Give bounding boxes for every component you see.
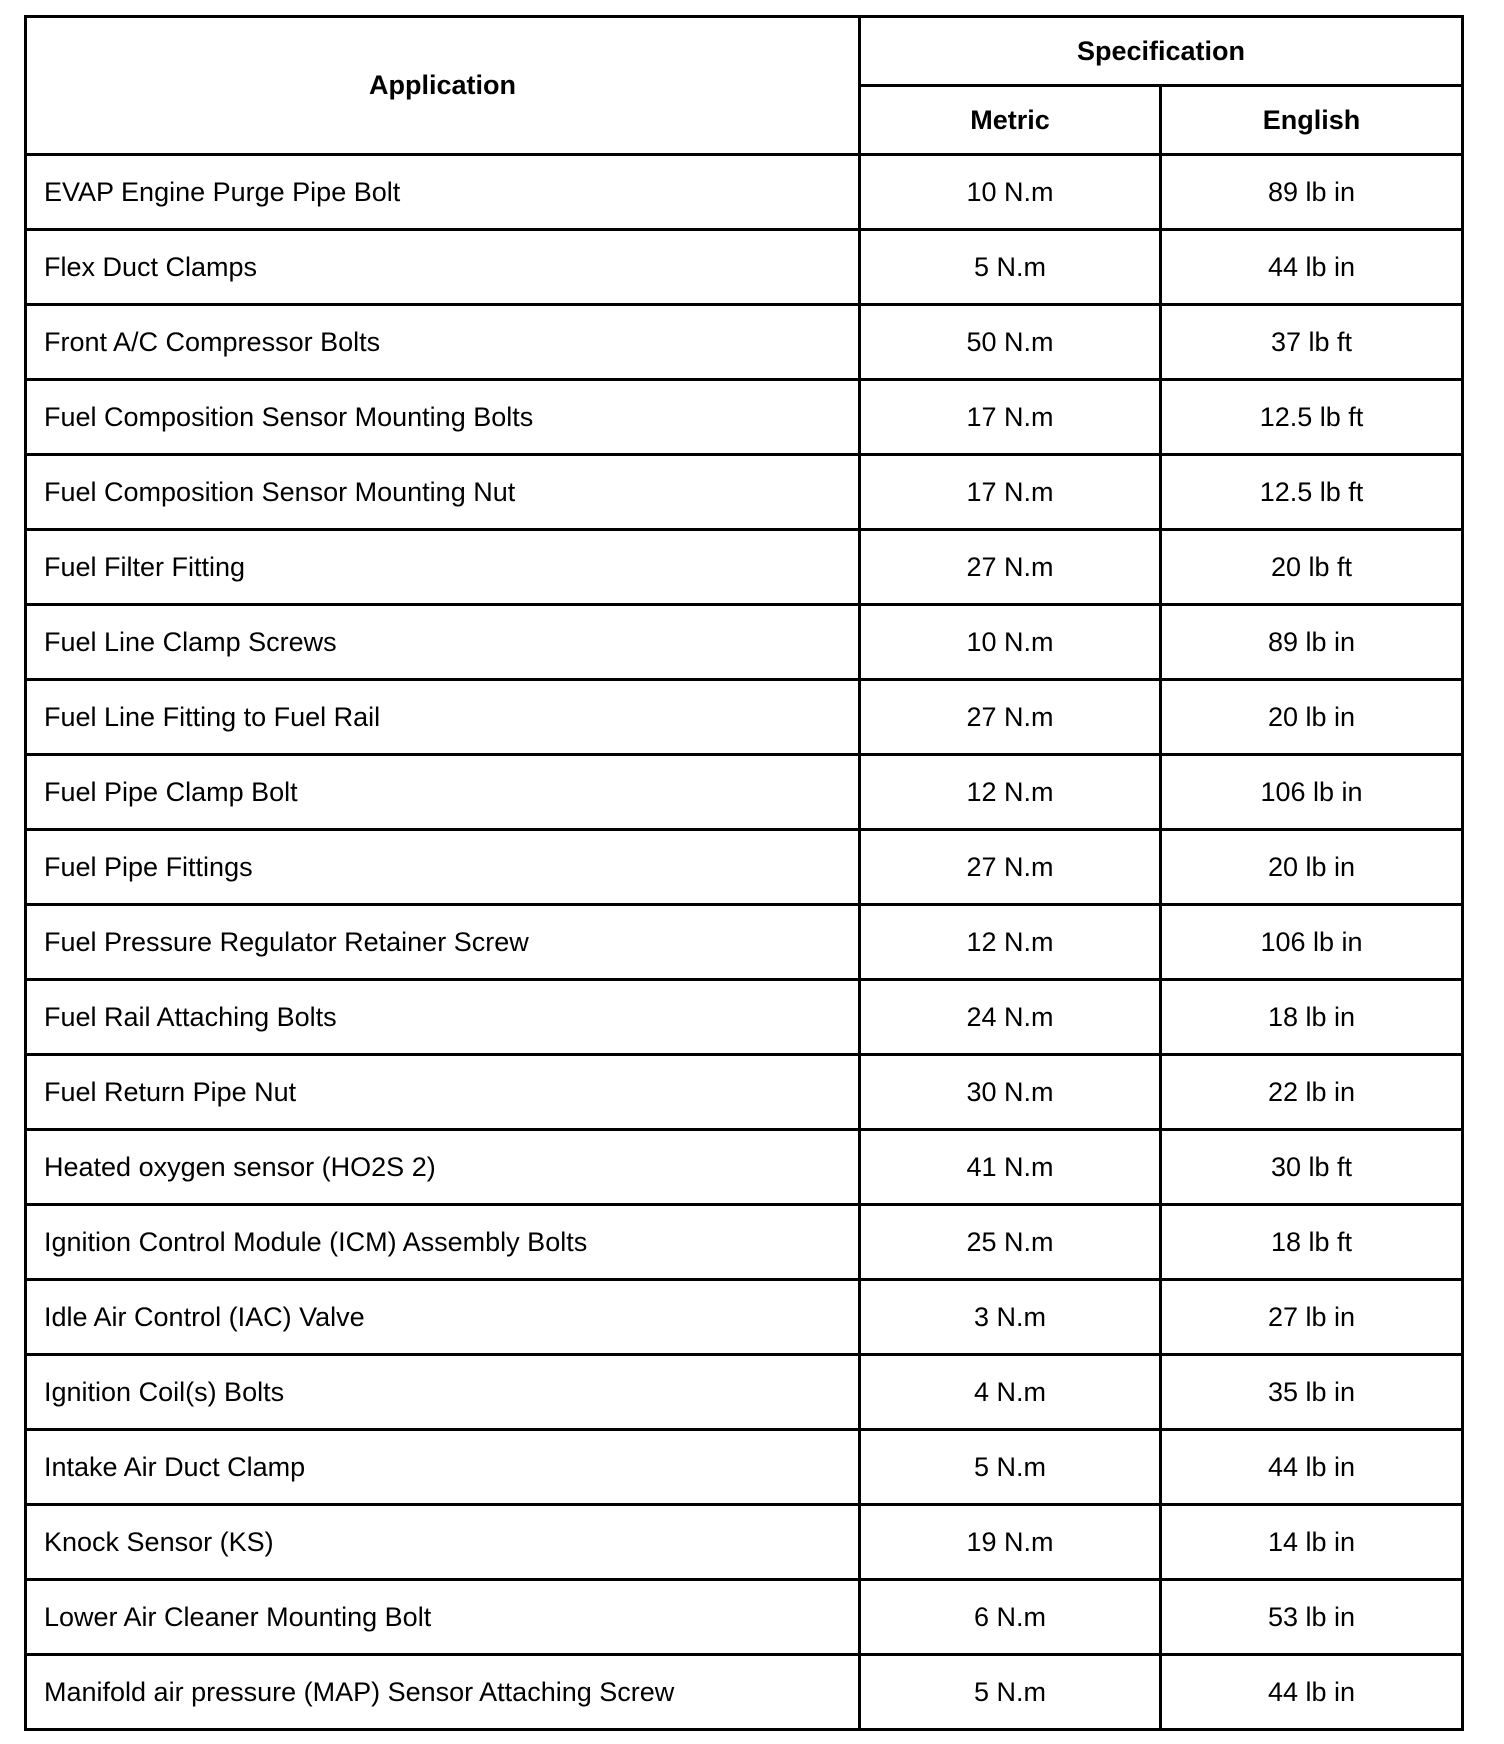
metric-cell: 17 N.m <box>860 455 1161 530</box>
table-body <box>26 155 1463 1730</box>
application-cell: Fuel Composition Sensor Mounting Nut <box>26 455 860 530</box>
application-cell: Fuel Filter Fitting <box>26 530 860 605</box>
application-cell: Fuel Pipe Clamp Bolt <box>26 755 860 830</box>
application-cell: Lower Air Cleaner Mounting Bolt <box>26 1580 860 1655</box>
metric-cell: 24 N.m <box>860 980 1161 1055</box>
english-cell: 14 lb in <box>1161 1505 1463 1580</box>
table-row <box>26 1205 1463 1280</box>
table-row <box>26 680 1463 755</box>
metric-cell: 10 N.m <box>860 605 1161 680</box>
english-cell: 27 lb in <box>1161 1280 1463 1355</box>
table-row <box>26 1280 1463 1355</box>
application-cell: Fuel Line Clamp Screws <box>26 605 860 680</box>
metric-cell: 12 N.m <box>860 755 1161 830</box>
english-cell: 53 lb in <box>1161 1580 1463 1655</box>
table-row <box>26 1655 1463 1730</box>
application-cell: Fuel Return Pipe Nut <box>26 1055 860 1130</box>
application-cell: Idle Air Control (IAC) Valve <box>26 1280 860 1355</box>
table-row <box>26 830 1463 905</box>
application-cell: Intake Air Duct Clamp <box>26 1430 860 1505</box>
table-row <box>26 1430 1463 1505</box>
english-cell: 35 lb in <box>1161 1355 1463 1430</box>
metric-cell: 30 N.m <box>860 1055 1161 1130</box>
english-cell: 89 lb in <box>1161 155 1463 230</box>
metric-cell: 6 N.m <box>860 1580 1161 1655</box>
application-cell: Fuel Line Fitting to Fuel Rail <box>26 680 860 755</box>
metric-cell: 25 N.m <box>860 1205 1161 1280</box>
application-cell: Fuel Pipe Fittings <box>26 830 860 905</box>
table-row <box>26 305 1463 380</box>
application-header: Application <box>26 17 860 155</box>
application-cell: Fuel Rail Attaching Bolts <box>26 980 860 1055</box>
metric-cell: 27 N.m <box>860 680 1161 755</box>
english-cell: 106 lb in <box>1161 755 1463 830</box>
metric-cell: 3 N.m <box>860 1280 1161 1355</box>
english-cell: 20 lb ft <box>1161 530 1463 605</box>
metric-cell: 4 N.m <box>860 1355 1161 1430</box>
english-cell: 44 lb in <box>1161 1655 1463 1730</box>
table-row <box>26 455 1463 530</box>
english-cell: 12.5 lb ft <box>1161 380 1463 455</box>
table-row <box>26 530 1463 605</box>
table-row <box>26 1580 1463 1655</box>
metric-cell: 5 N.m <box>860 230 1161 305</box>
table-row <box>26 380 1463 455</box>
header-row-top <box>26 17 1463 86</box>
english-cell: 37 lb ft <box>1161 305 1463 380</box>
table-row <box>26 1355 1463 1430</box>
english-header: English <box>1161 86 1463 155</box>
english-cell: 106 lb in <box>1161 905 1463 980</box>
english-cell: 18 lb in <box>1161 980 1463 1055</box>
application-cell: Ignition Control Module (ICM) Assembly Bolts <box>26 1205 860 1280</box>
english-cell: 22 lb in <box>1161 1055 1463 1130</box>
table-row <box>26 755 1463 830</box>
metric-cell: 19 N.m <box>860 1505 1161 1580</box>
metric-header: Metric <box>860 86 1161 155</box>
application-cell: Manifold air pressure (MAP) Sensor Attaching Screw <box>26 1655 860 1730</box>
english-cell: 20 lb in <box>1161 680 1463 755</box>
english-cell: 12.5 lb ft <box>1161 455 1463 530</box>
metric-cell: 50 N.m <box>860 305 1161 380</box>
english-cell: 30 lb ft <box>1161 1130 1463 1205</box>
table-row <box>26 1130 1463 1205</box>
application-cell: EVAP Engine Purge Pipe Bolt <box>26 155 860 230</box>
table-row <box>26 1055 1463 1130</box>
metric-cell: 5 N.m <box>860 1655 1161 1730</box>
application-cell: Ignition Coil(s) Bolts <box>26 1355 860 1430</box>
table-row <box>26 605 1463 680</box>
table-row <box>26 230 1463 305</box>
torque-spec-table <box>24 15 1464 1731</box>
english-cell: 89 lb in <box>1161 605 1463 680</box>
english-cell: 44 lb in <box>1161 230 1463 305</box>
table-row <box>26 155 1463 230</box>
table-row <box>26 1505 1463 1580</box>
table-header <box>26 17 1463 155</box>
table-row <box>26 905 1463 980</box>
metric-cell: 17 N.m <box>860 380 1161 455</box>
metric-cell: 10 N.m <box>860 155 1161 230</box>
application-cell: Knock Sensor (KS) <box>26 1505 860 1580</box>
metric-cell: 12 N.m <box>860 905 1161 980</box>
english-cell: 18 lb ft <box>1161 1205 1463 1280</box>
english-cell: 20 lb in <box>1161 830 1463 905</box>
metric-cell: 27 N.m <box>860 830 1161 905</box>
metric-cell: 5 N.m <box>860 1430 1161 1505</box>
metric-cell: 41 N.m <box>860 1130 1161 1205</box>
metric-cell: 27 N.m <box>860 530 1161 605</box>
application-cell: Flex Duct Clamps <box>26 230 860 305</box>
specification-header: Specification <box>860 17 1463 86</box>
application-cell: Front A/C Compressor Bolts <box>26 305 860 380</box>
application-cell: Fuel Composition Sensor Mounting Bolts <box>26 380 860 455</box>
table-row <box>26 980 1463 1055</box>
english-cell: 44 lb in <box>1161 1430 1463 1505</box>
application-cell: Heated oxygen sensor (HO2S 2) <box>26 1130 860 1205</box>
application-cell: Fuel Pressure Regulator Retainer Screw <box>26 905 860 980</box>
